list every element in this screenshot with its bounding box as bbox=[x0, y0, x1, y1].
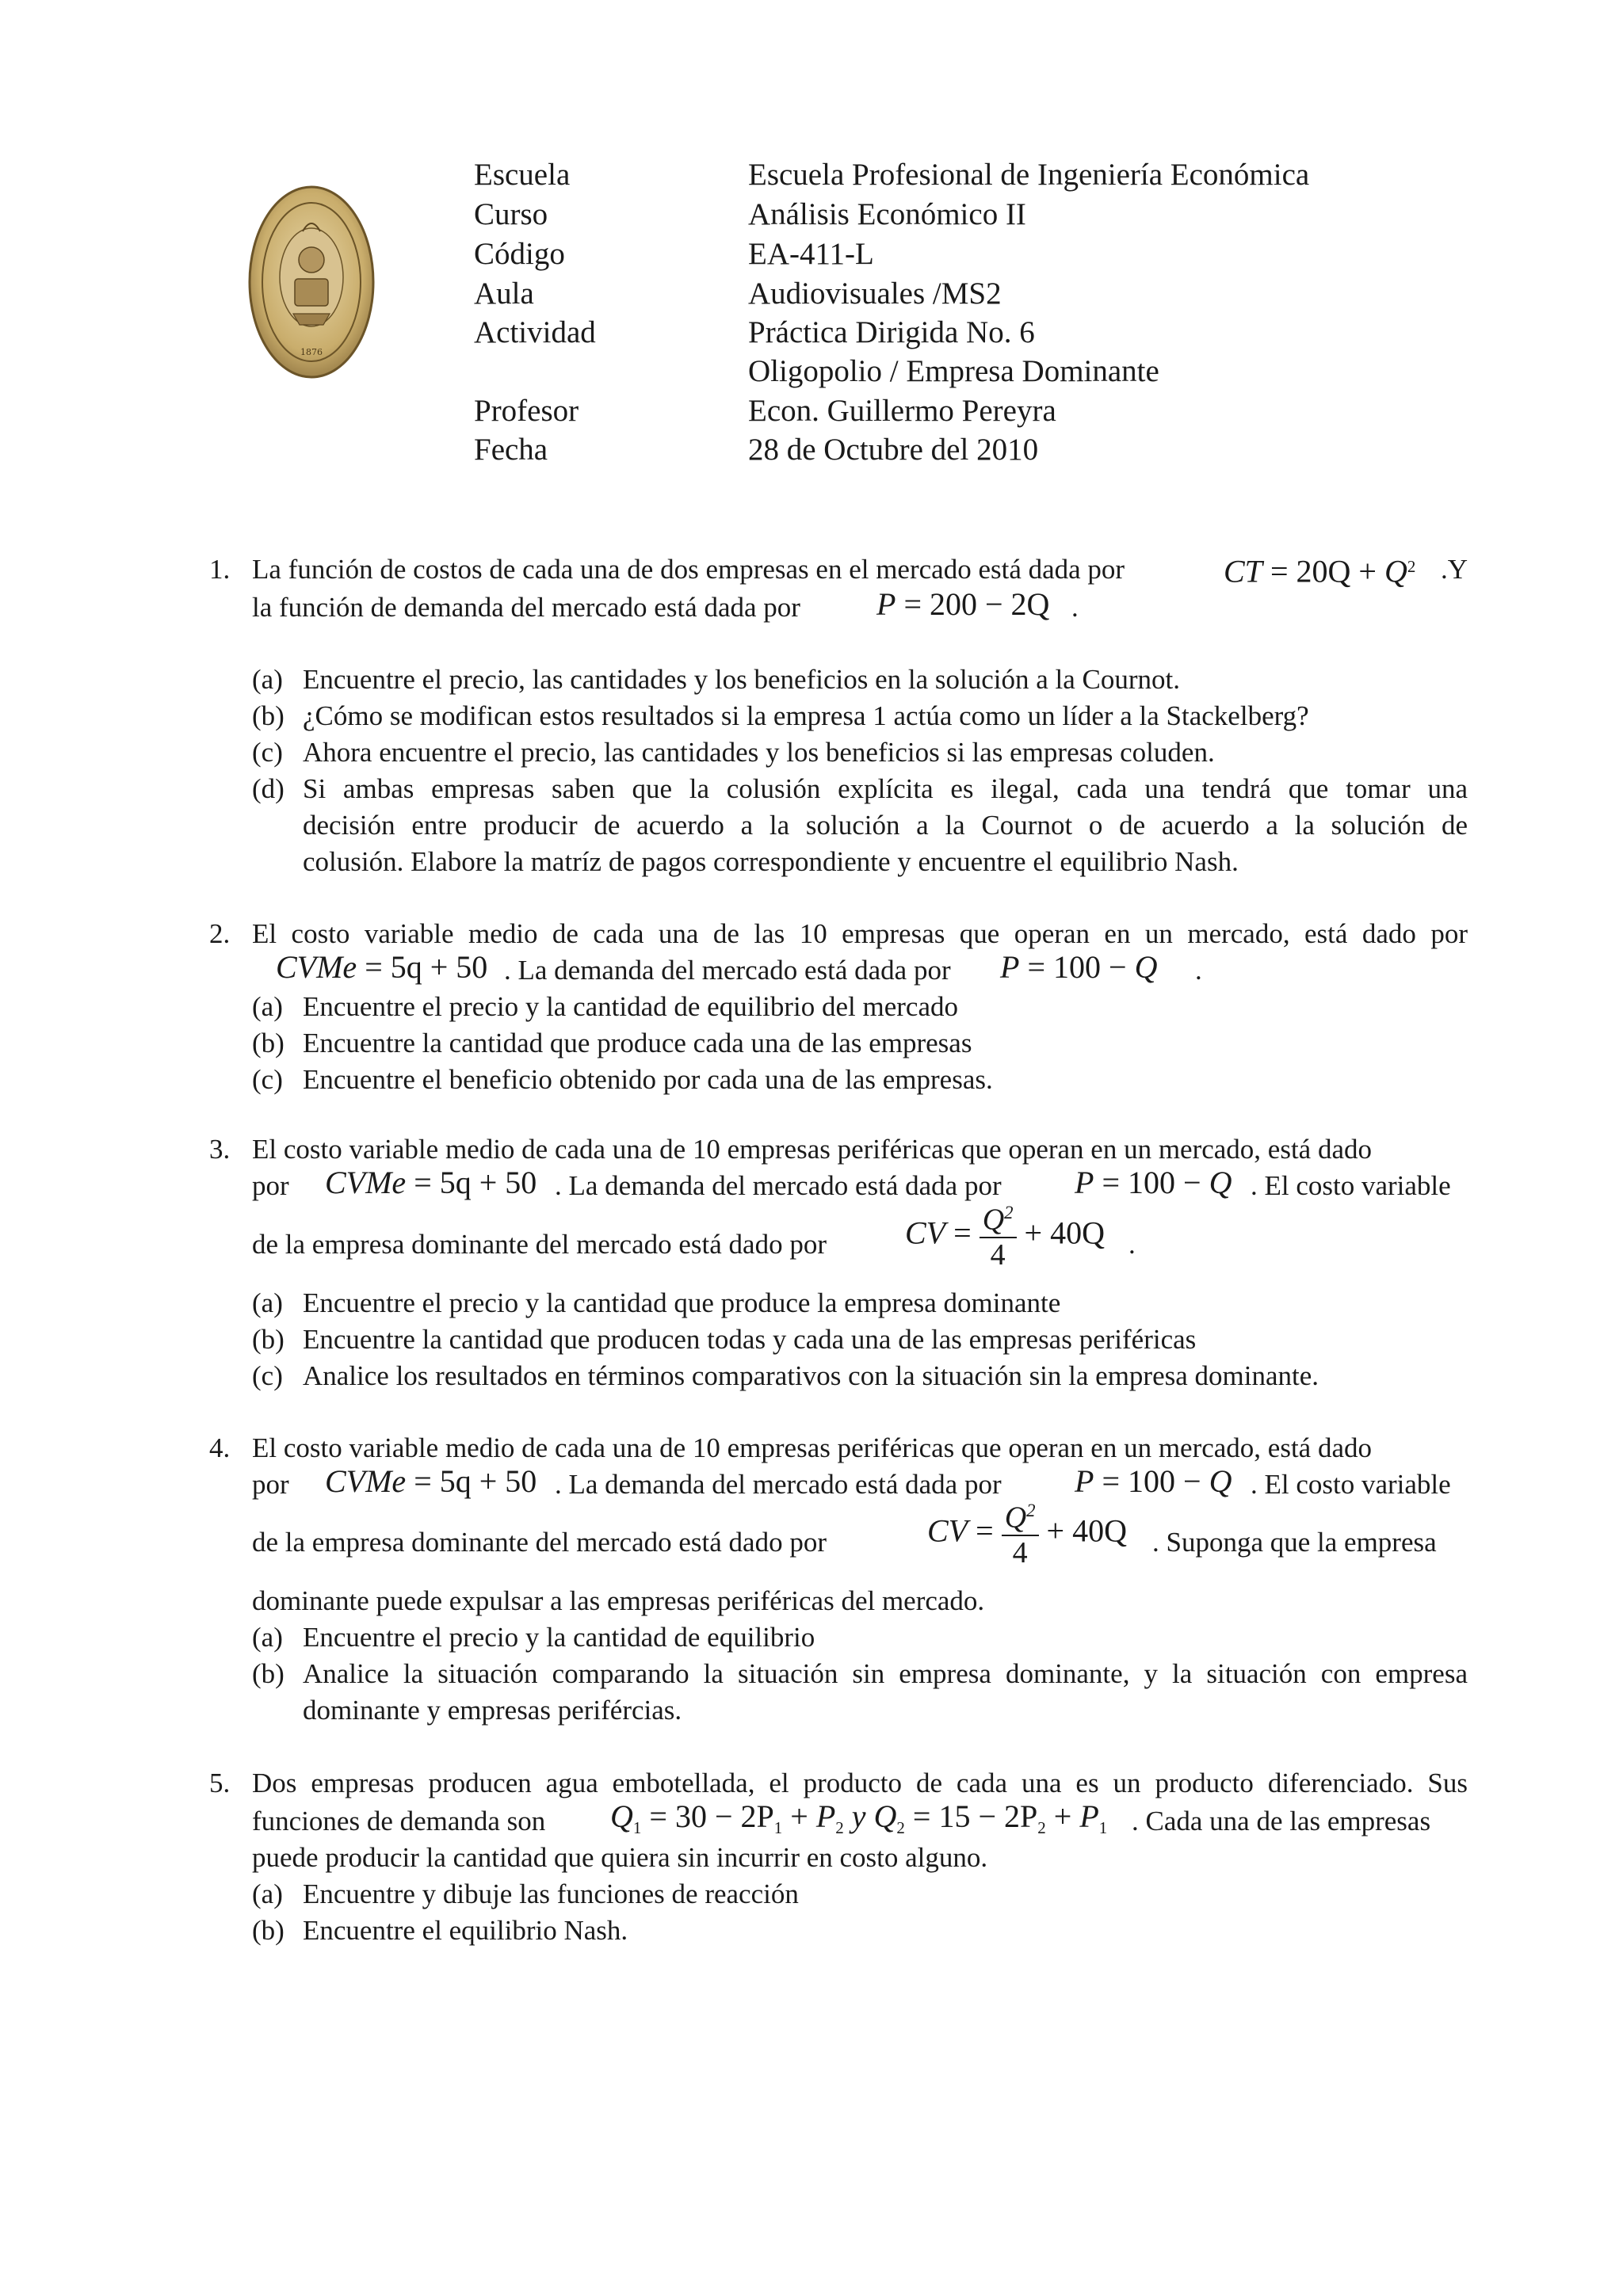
problem-number: 4. bbox=[209, 1432, 231, 1463]
formula: CVMe = 5q + 50 bbox=[325, 1165, 537, 1200]
part-text: Analice los resultados en términos comparativos con la situación sin la empresa dominante. bbox=[303, 1360, 1319, 1391]
problem-text: la función de demanda del mercado está dada por bbox=[252, 592, 800, 623]
header-value: EA-411-L bbox=[748, 237, 874, 271]
header-label: Código bbox=[474, 237, 565, 271]
part-label: (d) bbox=[252, 773, 285, 804]
svg-text:1876: 1876 bbox=[300, 347, 323, 357]
problem-number: 2. bbox=[209, 918, 231, 949]
header-value: Escuela Profesional de Ingeniería Económica bbox=[748, 158, 1310, 192]
header-label: Actividad bbox=[474, 315, 596, 349]
part-text: Encuentre el precio, las cantidades y los beneficios en la solución a la Cournot. bbox=[303, 664, 1180, 695]
part-label: (b) bbox=[252, 1324, 285, 1355]
formula: P = 200 − 2Q bbox=[876, 586, 1050, 622]
problem-number: 5. bbox=[209, 1768, 231, 1798]
part-text: dominante y empresas perifércias. bbox=[303, 1695, 682, 1726]
part-text: Si ambas empresas saben que la colusión explícita es ilegal, cada una tendrá que tomar una bbox=[303, 773, 1468, 804]
part-label: (a) bbox=[252, 1622, 283, 1653]
problem-text: .Y bbox=[1441, 554, 1468, 585]
problem-number: 1. bbox=[209, 554, 231, 585]
header-label: Escuela bbox=[474, 158, 571, 192]
problem-text: . bbox=[1071, 592, 1079, 623]
part-label: (c) bbox=[252, 737, 283, 768]
header-label: Aula bbox=[474, 277, 534, 311]
problem-text: . Suponga que la empresa bbox=[1152, 1527, 1437, 1558]
formula: CV = $\frac{Q^2}{4}$ + 40Q bbox=[927, 1501, 1127, 1569]
header-value: 28 de Octubre del 2010 bbox=[748, 433, 1039, 467]
problem-text: de la empresa dominante del mercado está dado por bbox=[252, 1527, 827, 1558]
formula: P = 100 − Q bbox=[1075, 1165, 1232, 1200]
part-text: colusión. Elabore la matríz de pagos correspondiente y encuentre el equilibrio Nash. bbox=[303, 846, 1239, 877]
header-value: Audiovisuales /MS2 bbox=[748, 277, 1002, 311]
problem-text: puede producir la cantidad que quiera sin incurrir en costo alguno. bbox=[252, 1842, 988, 1873]
header-value: Econ. Guillermo Pereyra bbox=[748, 394, 1056, 428]
part-label: (b) bbox=[252, 1658, 285, 1689]
problem-text: por bbox=[252, 1469, 289, 1500]
formula: CVMe = 5q + 50 bbox=[325, 1463, 537, 1499]
problem-text: El costo variable medio de cada una de 10 empresas periféricas que operan en un mercado, está dado bbox=[252, 1432, 1373, 1463]
part-text: Encuentre el precio y la cantidad de equilibrio del mercado bbox=[303, 991, 958, 1022]
university-seal-logo bbox=[247, 184, 376, 380]
part-label: (a) bbox=[252, 991, 283, 1022]
problem-text: . El costo variable bbox=[1251, 1170, 1451, 1201]
part-text: Encuentre y dibuje las funciones de reacción bbox=[303, 1878, 799, 1909]
part-label: (b) bbox=[252, 1915, 285, 1946]
part-label: (a) bbox=[252, 1287, 283, 1318]
problem-text: . El costo variable bbox=[1251, 1469, 1451, 1500]
part-label: (a) bbox=[252, 664, 283, 695]
part-label: (c) bbox=[252, 1360, 283, 1391]
header-value: Oligopolio / Empresa Dominante bbox=[748, 354, 1159, 388]
problem-text: . La demanda del mercado está dada por bbox=[555, 1170, 1002, 1201]
formula: P = 100 − Q bbox=[1000, 949, 1158, 985]
problem-text: Dos empresas producen agua embotellada, el producto de cada una es un producto diferenciado. Sus bbox=[252, 1768, 1468, 1798]
part-text: Encuentre el equilibrio Nash. bbox=[303, 1915, 628, 1946]
problem-text: El costo variable medio de cada una de 10 empresas periféricas que operan en un mercado, está dado bbox=[252, 1134, 1373, 1165]
part-text: Analice la situación comparando la situación sin empresa dominante, y la situación con empresa bbox=[303, 1658, 1468, 1689]
part-label: (a) bbox=[252, 1878, 283, 1909]
header-label: Profesor bbox=[474, 394, 579, 428]
header-value: Práctica Dirigida No. 6 bbox=[748, 315, 1035, 349]
part-label: (b) bbox=[252, 1028, 285, 1058]
problem-text: . bbox=[1195, 955, 1202, 986]
part-text: Encuentre el precio y la cantidad que produce la empresa dominante bbox=[303, 1287, 1061, 1318]
problem-number: 3. bbox=[209, 1134, 231, 1165]
part-text: Encuentre la cantidad que produce cada una de las empresas bbox=[303, 1028, 972, 1058]
problem-text: . La demanda del mercado está dada por bbox=[504, 955, 951, 986]
part-text: Ahora encuentre el precio, las cantidades y los beneficios si las empresas coluden. bbox=[303, 737, 1215, 768]
part-text: Encuentre el precio y la cantidad de equilibrio bbox=[303, 1622, 815, 1653]
header-label: Fecha bbox=[474, 433, 548, 467]
problem-text: de la empresa dominante del mercado está dado por bbox=[252, 1229, 827, 1260]
problem-text: El costo variable medio de cada una de las 10 empresas que operan en un mercado, está dado por bbox=[252, 918, 1468, 949]
formula: P = 100 − Q bbox=[1075, 1463, 1232, 1499]
problem-text: . bbox=[1128, 1229, 1136, 1260]
problem-text: dominante puede expulsar a las empresas periféricas del mercado. bbox=[252, 1585, 985, 1616]
header-label: Curso bbox=[474, 197, 548, 231]
formula: CT = $20Q + Q^2$ bbox=[1224, 553, 1416, 589]
header-value: Análisis Económico II bbox=[748, 197, 1026, 231]
formula: $Q_1 = 30 - 2P_1 + P_2$ y $Q_2 = 15 - 2P_2 + P_1$ bbox=[610, 1798, 1108, 1837]
problem-text: La función de costos de cada una de dos empresas en el mercado está dada por bbox=[252, 554, 1125, 585]
formula: CVMe = 5q + 50 bbox=[276, 949, 488, 985]
part-label: (b) bbox=[252, 700, 285, 731]
problem-text: . La demanda del mercado está dada por bbox=[555, 1469, 1002, 1500]
problem-text: por bbox=[252, 1170, 289, 1201]
part-text: Encuentre el beneficio obtenido por cada una de las empresas. bbox=[303, 1064, 993, 1095]
part-text: decisión entre producir de acuerdo a la solución a la Cournot o de acuerdo a la solución de bbox=[303, 810, 1468, 841]
formula: CV = $\frac{Q^2}{4}$ + 40Q bbox=[905, 1203, 1105, 1272]
problem-text: funciones de demanda son bbox=[252, 1806, 546, 1836]
part-text: Encuentre la cantidad que producen todas y cada una de las empresas periféricas bbox=[303, 1324, 1197, 1355]
problem-text: . Cada una de las empresas bbox=[1132, 1806, 1431, 1836]
part-label: (c) bbox=[252, 1064, 283, 1095]
part-text: ¿Cómo se modifican estos resultados si la empresa 1 actúa como un líder a la Stackelberg? bbox=[303, 700, 1309, 731]
